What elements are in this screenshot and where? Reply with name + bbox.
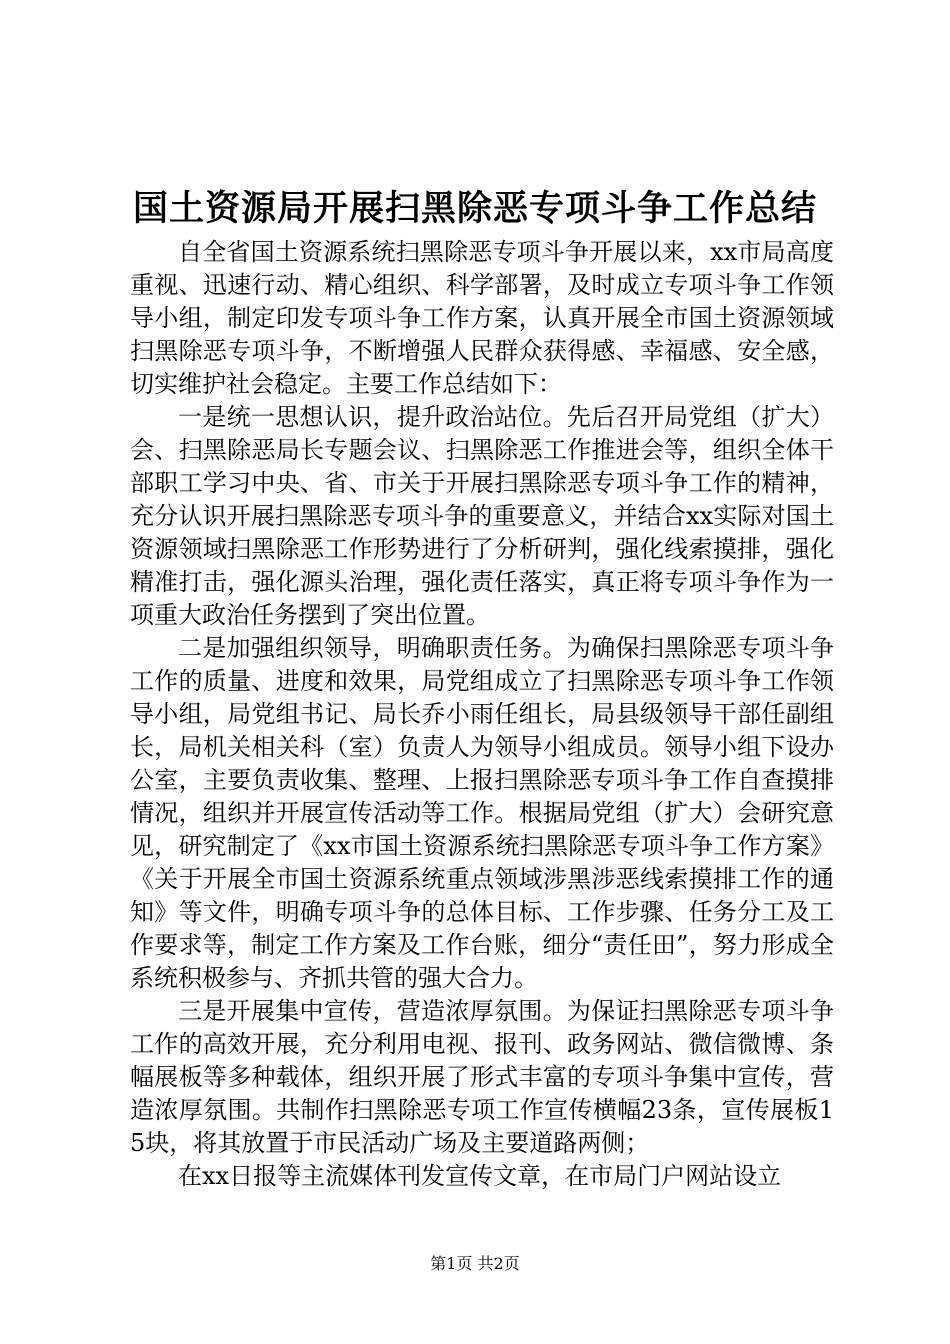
document-body: [130, 236, 834, 1193]
paragraph-point-three: 三是开展集中宣传，营造浓厚氛围。为保证扫黑除恶专项斗争工作的高效开展，充分利用电视、报刊、政务网站、微信微博、条幅展板等多种载体，组织开展了形式丰富的专项斗争集中宣传，营造浓厚氛围。共制作扫黑除恶专项工作宣传横幅23条，宣传展板15块，将其放置于市民活动广场及主要道路两侧；: [130, 997, 834, 1157]
paragraph-continuation: 在xx日报等主流媒体刊发宣传文章，在市局门户网站设立: [178, 1162, 782, 1190]
document-title: 国土资源局开展扫黑除恶专项斗争工作总结: [132, 188, 817, 229]
page-number-footer: 第1页 共2页: [430, 1254, 520, 1273]
paragraph-intro: 自全省国土资源系统扫黑除恶专项斗争开展以来，xx市局高度重视、迅速行动、精心组织、科学部署，及时成立专项斗争工作领导小组，制定印发专项斗争工作方案，认真开展全市国土资源领域扫黑除恶专项斗争，不断增强人民群众获得感、幸福感、安全感，切实维护社会稳定。主要工作总结如下：: [130, 238, 834, 398]
paragraph-point-two: 二是加强组织领导，明确职责任务。为确保扫黑除恶专项斗争工作的质量、进度和效果，局党组成立了扫黑除恶专项斗争工作领导小组，局党组书记、局长乔小雨任组长，局县级领导干部任副组长，局机关相关科（室）负责人为领导小组成员。领导小组下设办公室，主要负责收集、整理、上报扫黑除恶专项斗争工作自查摸排情况，组织并开展宣传活动等工作。根据局党组（扩大）会研究意见，研究制定了《xx市国土资源系统扫黑除恶专项斗争工作方案》《关于开展全市国土资源系统重点领域涉黑涉恶线索摸排工作的通知》等文件，明确专项斗争的总体目标、工作步骤、任务分工及工作要求等，制定工作方案及工作台账，细分“责任田”，努力形成全系统积极参与、齐抓共管的强大合力。: [130, 634, 834, 992]
paragraph-point-one: 一是统一思想认识，提升政治站位。先后召开局党组（扩大）会、扫黑除恶局长专题会议、扫黑除恶工作推进会等，组织全体干部职工学习中央、省、市关于开展扫黑除恶专项斗争工作的精神，充分认识开展扫黑除恶专项斗争的重要意义，并结合xx实际对国土资源领域扫黑除恶工作形势进行了分析研判，强化线索摸排，强化精准打击，强化源头治理，强化责任落实，真正将专项斗争作为一项重大政治任务摆到了突出位置。: [130, 403, 834, 629]
